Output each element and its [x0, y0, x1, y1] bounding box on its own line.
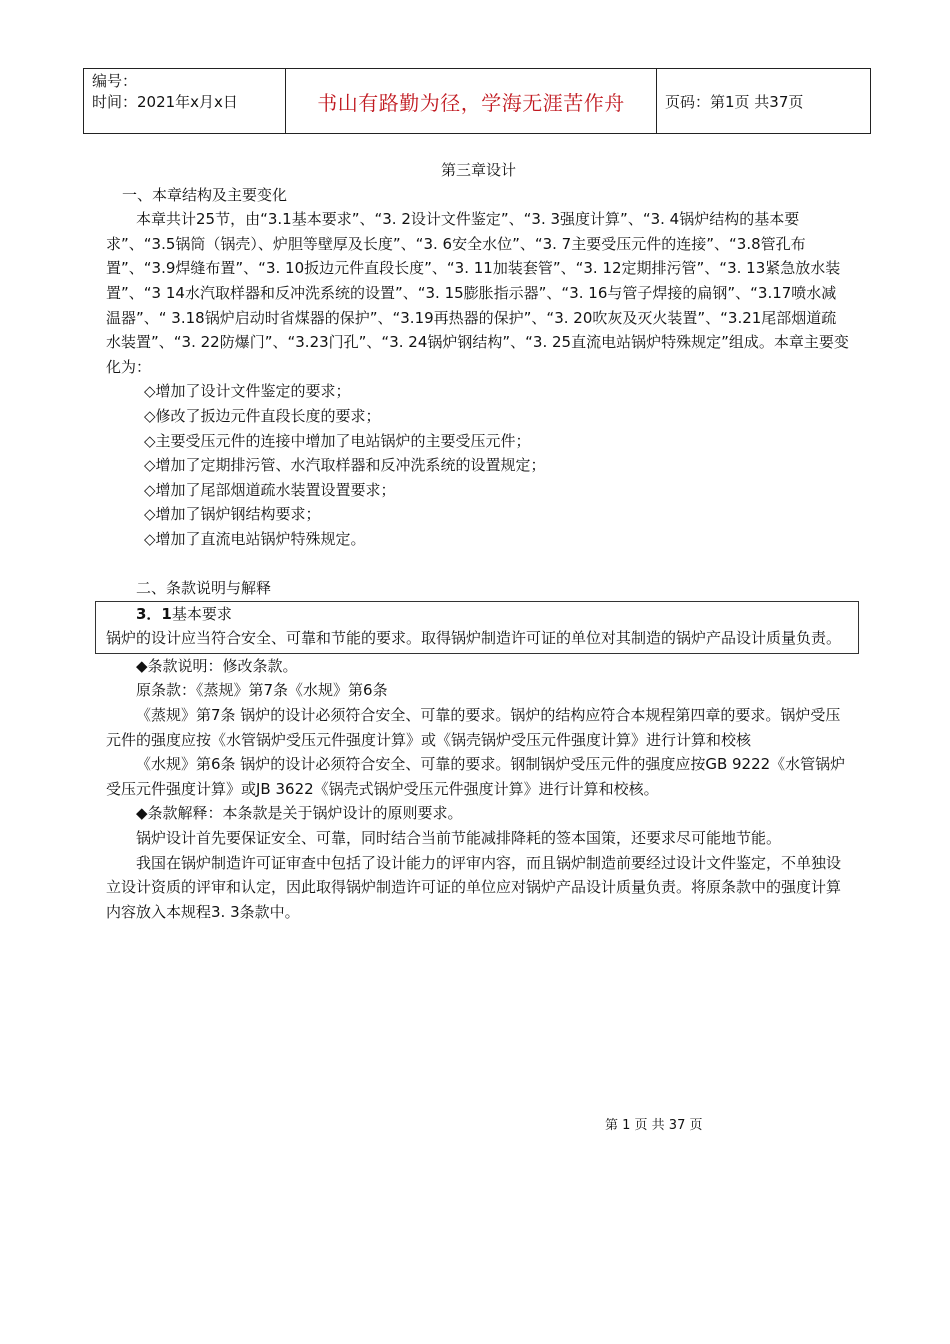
original-clause: 原条款：《蒸规》第7条《水规》第6条 — [136, 681, 388, 700]
shuigui-paragraph: 《水规》第6条 锅炉的设计必须符合安全、可靠的要求。钢制锅炉受压元件的强度应按GB 9222《水管锅炉受压元件强度计算》或JB 3622《锅壳式锅炉受压元件强度计算》进行计算和校核。 — [106, 755, 846, 798]
change-item: ◇增加了锅炉钢结构要求； — [144, 505, 321, 524]
explain-heading: ◆条款解释：本条款是关于锅炉设计的原则要求。 — [136, 804, 463, 823]
header-meta-cell — [84, 69, 286, 133]
change-item: ◇修改了扳边元件直段长度的要求； — [144, 406, 381, 425]
change-item: ◇增加了定期排污管、水汽取样器和反冲洗系统的设置规定； — [144, 456, 546, 475]
section1-paragraph: 本章共计25节，由“3.1基本要求”、“3. 2设计文件鉴定”、“3. 3强度计算”、“3. 4锅炉结构的基本要求”、“3.5锅筒（锅壳）、炉胆等壁厚及长度”、“3. 6安全水位”、“3. 7主要受压元件的连接”、“3.8管孔布置”、“3.9焊缝布置”、“3. 10扳边元件直段长度”、“3. 11加装套管”、“3. 12定期排污管”、“3. 13紧急放水装置”、“3 14水汽取样器和反冲洗系统的设置”、“3. 15膨胀指示器”、“3. 16与管子焊接的扁钢”、“3.17喷水减温器”、“ 3.18锅炉启动时省煤器的保护”、“3.19再热器的保护”、“3. 20吹灰及灭火装置”、“3.21尾部烟道疏水装置”、“3. 22防爆门”、“3.23门孔”、“3. 24锅炉钢结构”、“3. 25直流电站锅炉特殊规定”组成。本章主要变化为： — [106, 210, 849, 376]
document-number-label: 编号： — [92, 72, 138, 90]
header-page-code: 页码：第1页 共37页 — [665, 92, 804, 111]
chapter-title: 第三章设计 — [440, 161, 516, 179]
header-table — [83, 68, 871, 134]
change-item: ◇增加了尾部烟道疏水装置设置要求； — [144, 480, 396, 499]
explain-paragraph-1: 锅炉设计首先要保证安全、可靠，同时结合当前节能减排降耗的签本国策，还要求尽可能地节能。 — [136, 829, 782, 848]
clause-number: 3．1 — [136, 604, 172, 623]
page-footer: 第 1 页 共 37 页 — [605, 1118, 703, 1133]
explain-paragraph-2: 我国在锅炉制造许可证审查中包括了设计能力的评审内容，而且锅炉制造前要经过设计文件鉴定，不单独设立设计资质的评审和认定，因此取得锅炉制造许可证的单位应对锅炉产品设计质量负责。将原条款中的强度计算内容放入本规程3. 3条款中。 — [106, 853, 842, 921]
section1-heading: 一、本章结构及主要变化 — [122, 185, 288, 204]
clause-box-heading — [106, 602, 850, 627]
section2-heading: 二、条款说明与解释 — [136, 579, 272, 598]
change-item: ◇主要受压元件的连接中增加了电站锅炉的主要受压元件； — [144, 431, 531, 450]
document-time-label: 时间：2021年x月x日 — [92, 93, 238, 111]
clause-heading-text: 基本要求 — [171, 604, 232, 623]
zhengui-paragraph: 《蒸规》第7条 锅炉的设计必须符合安全、可靠的要求。锅炉的结构应符合本规程第四章的要求。锅炉受压元件的强度应按《水管锅炉受压元件强度计算》或《锅壳锅炉受压元件强度计算》进行计算和校核 — [106, 706, 841, 749]
clause-note: ◆条款说明：修改条款。 — [136, 656, 298, 675]
change-item: ◇增加了设计文件鉴定的要求； — [144, 382, 351, 401]
header-motto: 书山有路勤为径，学海无涯苦作舟 — [286, 69, 657, 133]
clause-box-text: 锅炉的设计应当符合安全、可靠和节能的要求。取得锅炉制造许可证的单位对其制造的锅炉产品设计质量负责。 — [106, 629, 842, 648]
document-body — [106, 158, 851, 924]
clause-box — [95, 601, 859, 654]
spacer — [106, 552, 851, 577]
change-item: ◇增加了直流电站锅炉特殊规定。 — [144, 529, 366, 548]
